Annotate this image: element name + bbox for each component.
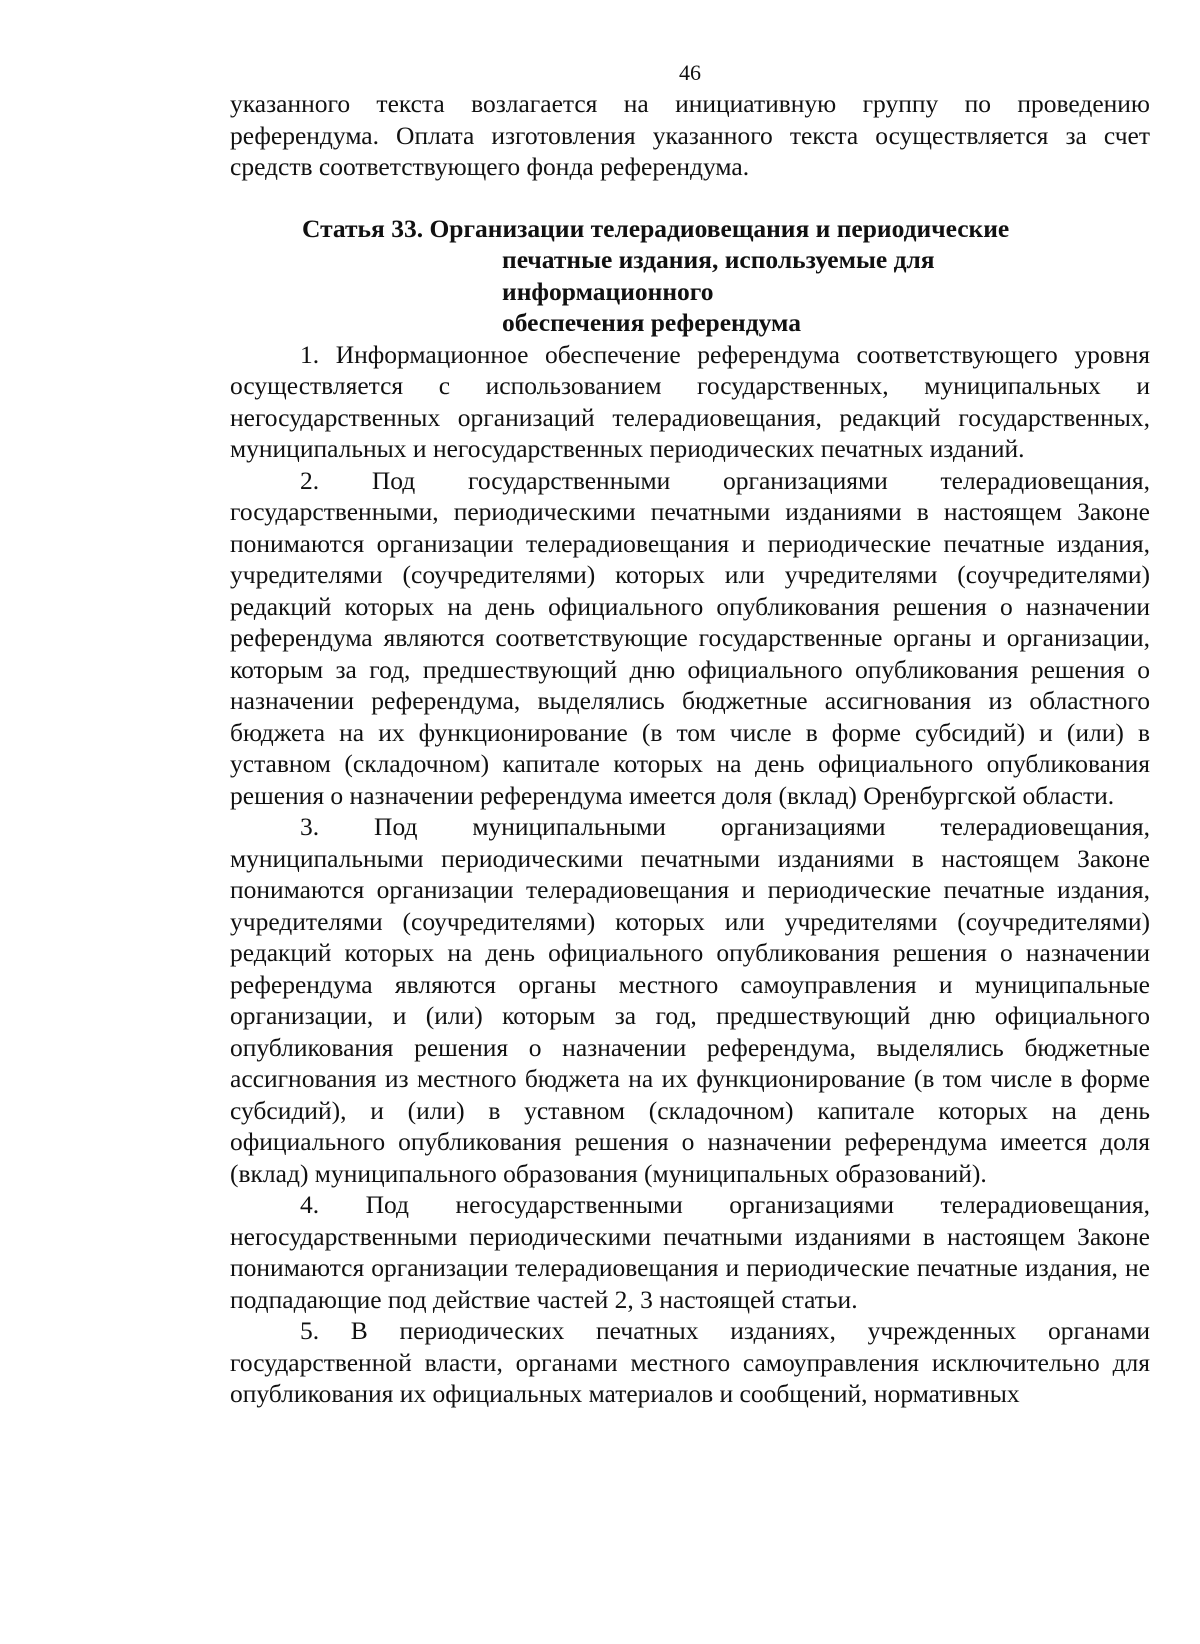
article-number: Статья 33. xyxy=(302,213,424,243)
article-title-line-2: печатные издания, используемые для информационного xyxy=(502,245,935,306)
paragraph-4: 4. Под негосударственными организациями телерадиовещания, негосударственными периодическими печатными изданиями в настоящем Законе понимаются организации телерадиовещания и периодические печатные издания, не подпадающие под действие частей 2, 3 настоящей статьи. xyxy=(230,1190,1150,1314)
page-number: 46 xyxy=(679,60,701,85)
paragraph-1: 1. Информационное обеспечение референдума соответствующего уровня осуществляется с использованием государственных, муниципальных и негосударственных организаций телерадиовещания, редакций государственных, муниципальных и негосударственных периодических печатных изданий. xyxy=(230,339,1150,463)
article-title-line-3: обеспечения референдума xyxy=(502,308,801,337)
article-heading xyxy=(230,213,1150,339)
paragraph-5: 5. В периодических печатных изданиях, учрежденных органами государственной власти, органами местного самоуправления исключительно для опубликования их официальных материалов и сообщений, нормативных xyxy=(230,1316,1150,1408)
article-title-line-1: Организации телерадиовещания и периодические xyxy=(429,213,1010,243)
paragraph-2: 2. Под государственными организациями телерадиовещания, государственными, периодическими печатными изданиями в настоящем Законе понимаются организации телерадиовещания и периодические печатные издания, учредителями (соучредителями) которых или учредителями (соучредителями) редакций которых на день официального опубликования решения о назначении референдума являются соответствующие государственные органы и организации, которым за год, предшествующий дню официального опубликования решения о назначении референдума, выделялись бюджетные ассигнования из областного бюджета на их функционирование (в том числе в форме субсидий) и (или) в уставном (складочном) капитале которых на день официального опубликования решения о назначении референдума имеется доля (вклад) Оренбургской области. xyxy=(230,465,1150,810)
intro-paragraph: указанного текста возлагается на инициативную группу по проведению референдума. Оплата изготовления указанного текста осуществляется за счет средств соответствующего фонда референдума. xyxy=(230,89,1150,181)
document-page xyxy=(230,58,1150,1410)
paragraph-3: 3. Под муниципальными организациями телерадиовещания, муниципальными периодическими печатными изданиями в настоящем Законе понимаются организации телерадиовещания и периодические печатные издания, учредителями (соучредителями) которых или учредителями (соучредителями) редакций которых на день официального опубликования решения о назначении референдума являются органы местного самоуправления и муниципальные организации, и (или) которым за год, предшествующий дню официального опубликования решения о назначении референдума, выделялись бюджетные ассигнования из местного бюджета на их функционирование (в том числе в форме субсидий), и (или) в уставном (складочном) капитале которых на день официального опубликования решения о назначении референдума имеется доля (вклад) муниципального образования (муниципальных образований). xyxy=(230,812,1150,1188)
